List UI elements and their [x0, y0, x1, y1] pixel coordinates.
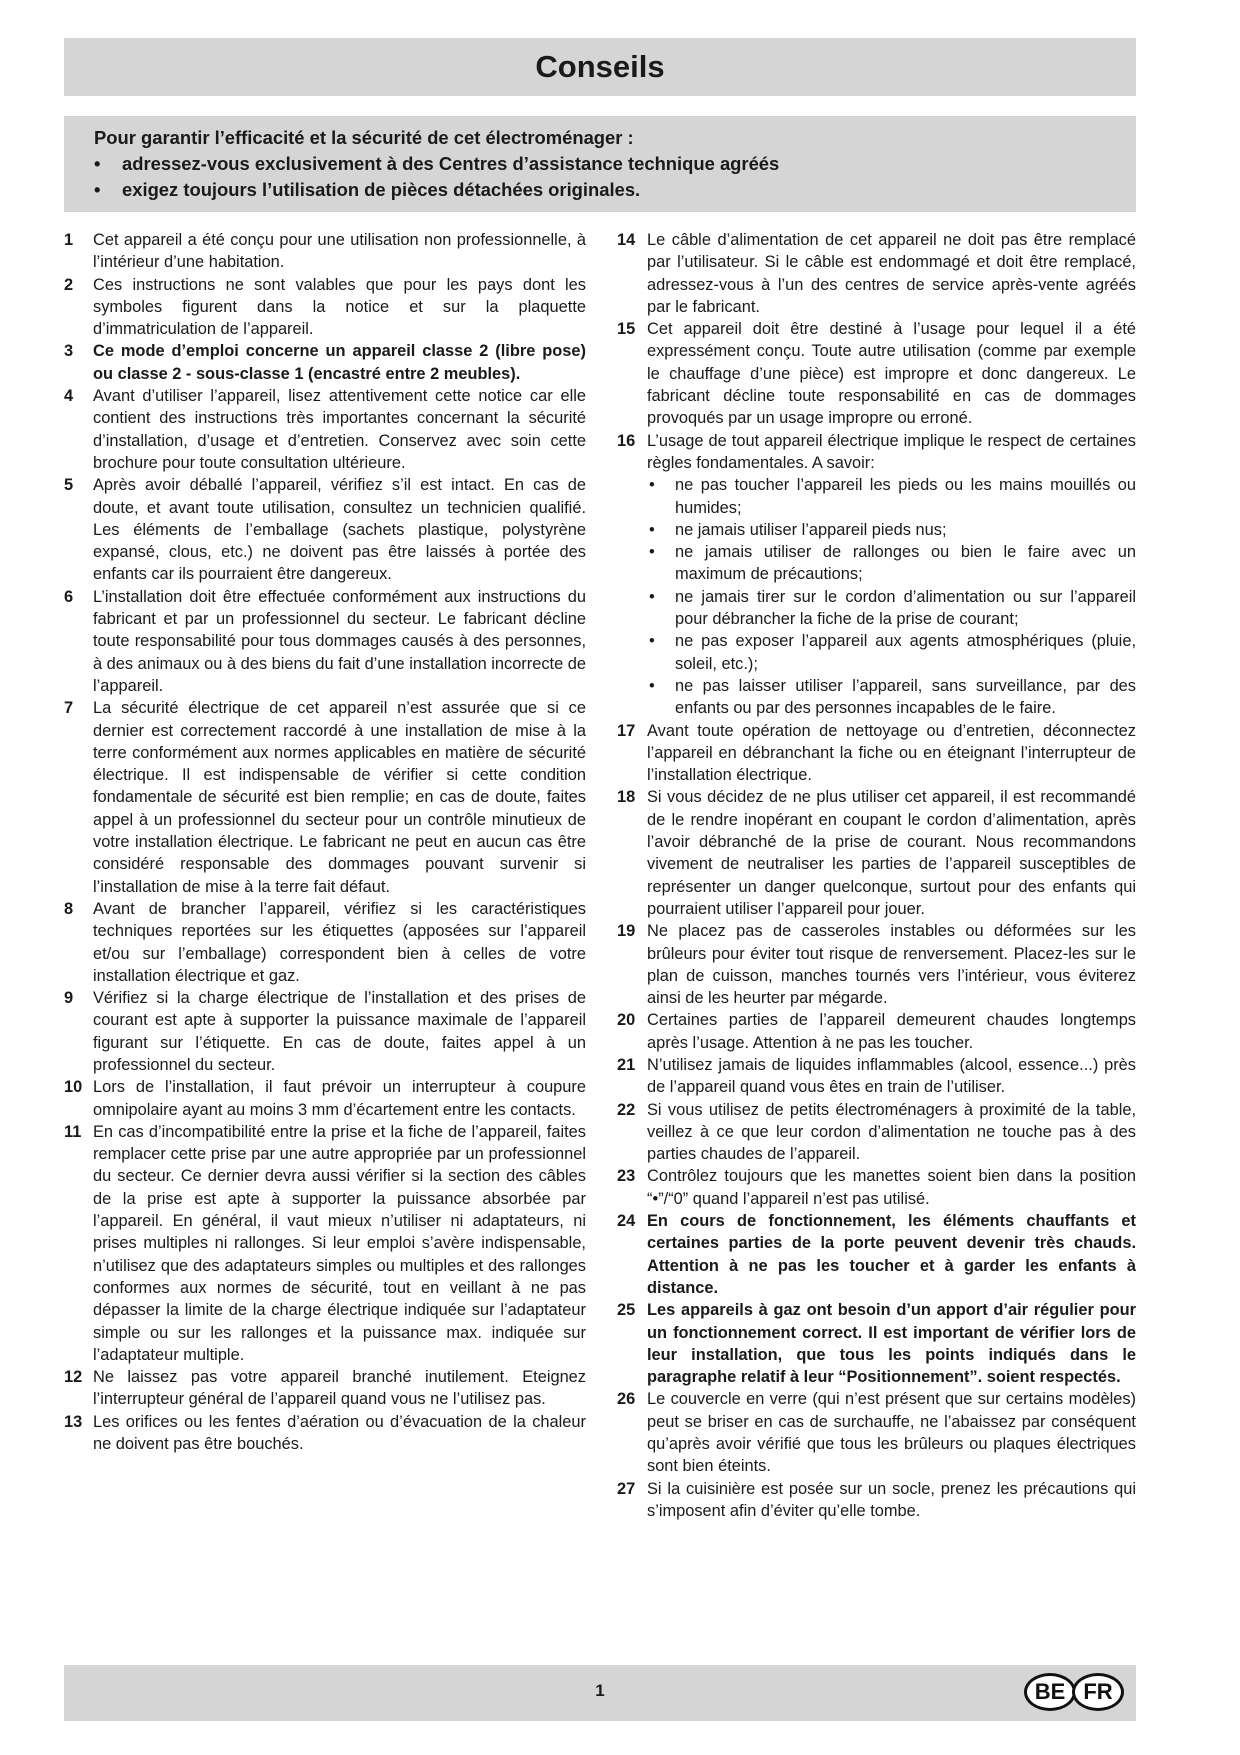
bullet-icon: • [649, 543, 655, 562]
item-number: 12 [64, 1368, 83, 1387]
item-text: L’usage de tout appareil électrique implique le respect de certaines règles fondamentales. A savoir: [647, 431, 1136, 472]
country-badge-be: BE [1024, 1673, 1076, 1711]
advice-item [617, 430, 1136, 720]
item-text: Ne placez pas de casseroles instables ou déformées sur les brûleurs pour éviter tout risque de renversement. Placez-les sur le plan de cuisson, manches tournés vers l’intérieur, vous éviterez ainsi de les heurter par mégarde. [647, 922, 1136, 1008]
advice-item [64, 274, 586, 341]
sub-bullet-text: ne jamais utiliser de rallonges ou bien le faire avec un maximum de précautions; [675, 543, 1136, 584]
sub-bullet-text: ne pas exposer l’appareil aux agents atmosphériques (pluie, soleil, etc.); [675, 632, 1136, 673]
item-text: N’utilisez jamais de liquides inflammables (alcool, essence...) près de l’appareil quand vous êtes en train de l’utiliser. [647, 1055, 1136, 1097]
sub-bullet-text: ne pas toucher l’appareil les pieds ou les mains mouillés ou humides; [675, 476, 1136, 517]
advice-item [617, 1299, 1136, 1388]
item-number: 11 [64, 1122, 82, 1141]
advice-item [617, 1009, 1136, 1054]
item-number: 1 [64, 231, 74, 249]
warning-bullet-text: exigez toujours l’utilisation de pièces détachées originales. [122, 179, 641, 200]
item-text: La sécurité électrique de cet appareil n’est assurée que si ce dernier est correctement raccordé à une installation de mise à la terre conformément aux normes applicables en matière de sécurité électrique. Il est indispensable de vérifier si cette condition fondamentale de sécurité est bien remplie; en cas de doute, faites appel à un professionnel du secteur pour un contrôle minutieux de votre installation électrique. Le fabricant ne peut en aucun cas être considéré responsable des dommages pouvant survenir si l’installation de mise à la terre fait défaut. [93, 699, 586, 896]
item-text: Lors de l’installation, il faut prévoir un interrupteur à coupure omnipolaire ayant au moins 3 mm d’écartement entre les contacts. [93, 1078, 586, 1119]
item-text: Certaines parties de l’appareil demeurent chaudes longtemps après l’usage. Attention à ne pas les toucher. [647, 1011, 1136, 1052]
advice-item [617, 1054, 1136, 1099]
item-text: L’installation doit être effectuée conformément aux instructions du fabricant et par un professionnel du secteur. Le fabricant décline toute responsabilité pour tous dommages causés à des personnes, à des animaux ou à des biens du fait d’une installation incorrecte de l’appareil. [93, 587, 586, 695]
advice-item [64, 697, 586, 898]
warning-bullet [94, 151, 1136, 177]
warning-bullet-text: adressez-vous exclusivement à des Centres d’assistance technique agréés [122, 153, 780, 174]
advice-item [64, 474, 586, 585]
item-text: Vérifiez si la charge électrique de l’installation et des prises de courant est apte à supporter la puissance maximale de l’appareil figurant sur l’étiquette. En cas de doute, faites appel à un professionnel du secteur. [93, 989, 586, 1074]
item-number: 22 [617, 1100, 636, 1119]
advice-item [617, 318, 1136, 429]
safety-warning-box [64, 116, 1136, 212]
item-text: Cet appareil a été conçu pour une utilisation non professionnelle, à l’intérieur d’une habitation. [93, 231, 586, 272]
item-text: Si vous utilisez de petits électroménagers à proximité de la table, veillez à ce que leur cordon d’alimentation ne touche pas à des parties chaudes de l’appareil. [647, 1100, 1136, 1164]
advice-column-right [617, 229, 1136, 1522]
sub-bullet-text: ne jamais tirer sur le cordon d’alimentation ou sur l’appareil pour débrancher la fiche de la prise de courant; [675, 587, 1136, 629]
advice-item [617, 1210, 1136, 1299]
item-text: Les appareils à gaz ont besoin d’un apport d’air régulier pour un fonctionnement correct. Il est important de vérifier lors de leur installation, que tous les points indiqués dans le paragraphe relatif à leur “Positionnement”. soient respectés. [647, 1301, 1136, 1387]
item-text: Ce mode d’emploi concerne un appareil classe 2 (libre pose) ou classe 2 - sous-classe 1 (encastré entre 2 meubles). [93, 342, 586, 383]
advice-item [617, 1165, 1136, 1210]
item-text: En cours de fonctionnement, les éléments chauffants et certaines parties de la porte peuvent devenir très chauds. Attention à ne pas les toucher et à garder les enfants à distance. [647, 1212, 1136, 1297]
title-bar [64, 38, 1136, 96]
item-text: Le câble d’alimentation de cet appareil ne doit pas être remplacé par l’utilisateur. Si le câble est endommagé et doit être remplacé, adressez-vous à l’un des centres de service après-vente agréés par le fabricant. [647, 231, 1136, 316]
item-number: 21 [617, 1055, 636, 1074]
item-text: Ne laissez pas votre appareil branché inutilement. Eteignez l’interrupteur général de l’appareil quand vous ne l’utilisez pas. [93, 1368, 586, 1409]
advice-item [617, 1388, 1136, 1477]
bullet-icon: • [649, 520, 655, 539]
item-text: Avant d’utiliser l’appareil, lisez attentivement cette notice car elle contient des instructions très importantes concernant la sécurité d’installation, d’usage et d’entretien. Conservez avec soin cette brochure pour toute consultation ultérieure. [93, 387, 586, 472]
page-number: 1 [595, 1681, 605, 1700]
item-body [647, 430, 1136, 720]
item-number: 9 [64, 989, 74, 1008]
country-badges [1028, 1673, 1124, 1711]
advice-item [617, 920, 1136, 1009]
item-number: 3 [64, 342, 74, 361]
warning-intro: Pour garantir l’efficacité et la sécurité de cet électroménager : [94, 127, 634, 148]
advice-item [617, 1099, 1136, 1166]
advice-item [617, 720, 1136, 787]
item-text: Cet appareil doit être destiné à l’usage pour lequel il a été expressément conçu. Toute autre utilisation (comme par exemple le chauffage d’une pièce) est impropre et donc dangereux. Le fabricant décline toute responsabilité en cas de dommages provoqués par un usage impropre ou erroné. [647, 320, 1136, 428]
item-number: 8 [64, 899, 74, 918]
item-text: Contrôlez toujours que les manettes soient bien dans la position “•”/“0” quand l’appareil n’est pas utilisé. [647, 1167, 1136, 1208]
bullet-icon: • [649, 476, 655, 495]
advice-item [64, 898, 586, 987]
advice-item [64, 1076, 586, 1121]
item-number: 2 [64, 275, 74, 294]
item-text: Si la cuisinière est posée sur un socle, prenez les précautions qui s’imposent afin d’éviter qu’elle tombe. [647, 1479, 1136, 1520]
advice-item [64, 1411, 586, 1456]
advice-item [64, 586, 586, 697]
sub-bullet [647, 675, 1136, 720]
item-number: 15 [617, 320, 636, 339]
item-text: Le couvercle en verre (qui n’est présent que sur certains modèles) peut se briser en cas de surchauffe, ne l’abaissez par conséquent qu’après avoir vérifié que tous les brûleurs ou plaques électriques sont bien éteints. [647, 1390, 1136, 1476]
advice-item [617, 229, 1136, 318]
sub-bullet [647, 630, 1136, 675]
bullet-icon: • [649, 676, 655, 695]
item-number: 25 [617, 1301, 636, 1320]
item-text: Avant toute opération de nettoyage ou d’entretien, déconnectez l’appareil en débranchant la fiche ou en éteignant l’interrupteur de l’installation électrique. [647, 721, 1136, 785]
item-number: 26 [617, 1390, 636, 1409]
item-number: 27 [617, 1479, 636, 1498]
item-text: Avant de brancher l’appareil, vérifiez si les caractéristiques techniques reportées sur les étiquettes (apposées sur l’appareil et/ou sur l’emballage) correspondent bien à celles de votre installation électrique et gaz. [93, 899, 586, 985]
item-number: 14 [617, 231, 636, 249]
bullet-icon: • [649, 632, 655, 651]
advice-item [64, 229, 586, 274]
page-title: Conseils [535, 49, 665, 84]
sub-bullet [647, 541, 1136, 586]
item-number: 6 [64, 587, 74, 606]
footer-bar [64, 1665, 1136, 1721]
item-number: 17 [617, 721, 636, 740]
sub-bullet-text: ne jamais utiliser l’appareil pieds nus; [675, 520, 947, 539]
item-number: 23 [617, 1167, 636, 1186]
item-text: Si vous décidez de ne plus utiliser cet appareil, il est recommandé de le rendre inopérant en coupant le cordon d’alimentation, après l’avoir débranché de la prise de courant. Nous recommandons vivement de neutraliser les parties de l’appareil susceptibles de représenter un danger quelconque, surtout pour des enfants qui pourraient utiliser l’appareil pour jouer. [647, 788, 1136, 918]
item-number: 18 [617, 788, 636, 807]
advice-item [617, 786, 1136, 920]
item-number: 20 [617, 1011, 636, 1030]
item-number: 19 [617, 922, 636, 941]
item-text: Après avoir déballé l’appareil, vérifiez s’il est intact. En cas de doute, et avant toute utilisation, consultez un technicien qualifié. Les éléments de l’emballage (sachets plastique, polystyrène expansé, clous, etc.) ne doivent pas être laissés à portée des enfants car ils pourraient être dangereux. [93, 476, 586, 584]
advice-item [617, 1478, 1136, 1523]
item-number: 24 [617, 1212, 636, 1231]
bullet-icon: • [94, 179, 101, 200]
item-number: 5 [64, 476, 74, 495]
item-number: 16 [617, 431, 636, 450]
advice-item [64, 1366, 586, 1411]
advice-item [64, 987, 586, 1076]
advice-item [64, 1121, 586, 1366]
sub-bullet [647, 519, 1136, 541]
sub-bullet-text: ne pas laisser utiliser l’appareil, sans surveillance, par des enfants ou par des personnes incapables de le faire. [675, 676, 1136, 718]
item-text: En cas d’incompatibilité entre la prise et la fiche de l’appareil, faites remplacer cette prise par une autre appropriée par un professionnel du secteur. Ce dernier devra aussi vérifier si la section des câbles de la prise est apte à supporter la puissance absorbée par l’appareil. En général, il vaut mieux n’utiliser ni adaptateurs, ni prises multiples ni rallonges. Si leur emploi s’avère indispensable, n’utilisez que des adaptateurs simples ou multiples et des rallonges conformes aux normes de sécurité, tout en veillant à ne pas dépasser la limite de la charge électrique indiquée sur l’adaptateur simple ou sur les rallonges et la puissance max. indiquée sur l’adaptateur multiple. [93, 1122, 586, 1364]
warning-bullet [94, 177, 1136, 203]
advice-column-left [64, 229, 586, 1455]
bullet-icon: • [649, 587, 655, 606]
item-number: 13 [64, 1412, 83, 1431]
advice-item [64, 385, 586, 474]
bullet-icon: • [94, 153, 101, 174]
sub-bullet [647, 586, 1136, 631]
item-number: 4 [64, 387, 74, 406]
item-number: 7 [64, 699, 74, 718]
sub-bullet [647, 474, 1136, 519]
item-text: Ces instructions ne sont valables que pour les pays dont les symboles figurent dans la notice et sur la plaquette d’immatriculation de l’appareil. [93, 275, 586, 339]
country-badge-fr: FR [1072, 1673, 1124, 1711]
advice-item [64, 340, 586, 385]
item-number: 10 [64, 1078, 83, 1097]
item-text: Les orifices ou les fentes d’aération ou d’évacuation de la chaleur ne doivent pas être bouchés. [93, 1412, 586, 1454]
